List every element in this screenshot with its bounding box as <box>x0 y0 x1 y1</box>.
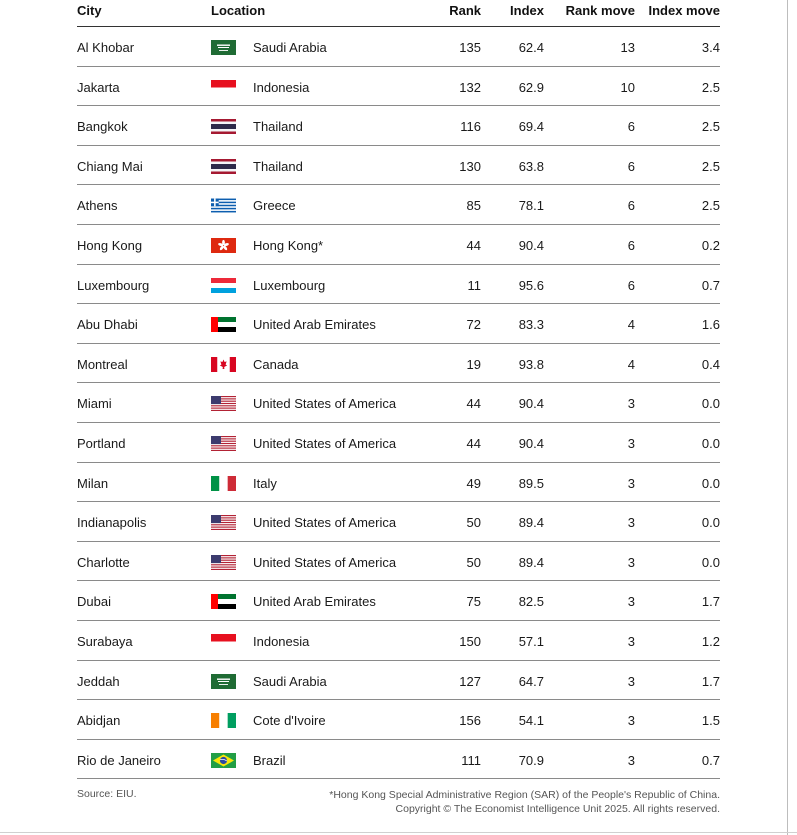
table-row <box>77 383 720 423</box>
index-cell: 54.1 <box>518 713 544 729</box>
header-rank-move: Rank move <box>565 3 635 18</box>
table-row <box>77 27 720 67</box>
location-cell: United Arab Emirates <box>253 594 376 610</box>
city-cell: Dubai <box>77 594 111 610</box>
rank-cell: 44 <box>466 435 481 451</box>
city-cell: Hong Kong <box>77 237 143 253</box>
table-row <box>77 67 720 107</box>
city-cell: Indianapolis <box>77 515 147 531</box>
index-cell: 64.7 <box>518 673 544 689</box>
footnote-hong-kong: *Hong Kong Special Administrative Region (SAR) of the People's Republic of China. <box>329 789 720 801</box>
index-cell: 63.8 <box>518 158 544 174</box>
location-cell: United States of America <box>253 515 397 531</box>
flag-saudi-arabia-icon <box>211 40 236 55</box>
rank-move-cell: 3 <box>627 554 635 570</box>
index-move-cell: 1.2 <box>701 633 720 649</box>
header-index: Index <box>510 3 544 18</box>
location-cell: Cote d'Ivoire <box>253 713 326 729</box>
rank-move-cell: 6 <box>627 158 635 174</box>
index-move-cell: 0.0 <box>701 435 720 451</box>
table-row <box>77 621 720 661</box>
location-cell: United States of America <box>253 396 397 412</box>
rank-move-cell: 6 <box>627 198 635 214</box>
flag-greece-icon <box>211 198 236 213</box>
rank-move-cell: 3 <box>627 475 635 491</box>
index-cell: 95.6 <box>518 277 544 293</box>
source-note: Source: EIU. <box>77 788 137 800</box>
city-cell: Luxembourg <box>77 277 150 293</box>
rank-move-cell: 6 <box>627 237 635 253</box>
table-row <box>77 304 720 344</box>
index-move-cell: 1.6 <box>701 317 720 333</box>
index-cell: 78.1 <box>518 198 544 214</box>
table-row <box>77 423 720 463</box>
right-border <box>787 0 788 835</box>
index-move-cell: 1.5 <box>701 713 720 729</box>
city-cell: Al Khobar <box>77 40 135 55</box>
location-cell: United States of America <box>253 435 397 451</box>
location-cell: United Arab Emirates <box>253 317 376 333</box>
rank-move-cell: 3 <box>627 633 635 649</box>
flag-brazil-icon <box>211 753 236 768</box>
rank-cell: 132 <box>459 79 481 95</box>
index-move-cell: 0.0 <box>701 554 720 570</box>
city-cell: Charlotte <box>77 554 130 570</box>
city-cell: Rio de Janeiro <box>77 752 161 768</box>
flag-saudi-arabia-icon <box>211 674 236 689</box>
rank-cell: 156 <box>459 713 481 729</box>
location-cell: United States of America <box>253 554 397 570</box>
flag-cote-divoire-icon <box>211 713 236 728</box>
location-cell: Canada <box>253 356 299 372</box>
city-cell: Jakarta <box>77 79 120 95</box>
rank-move-cell: 3 <box>627 594 635 610</box>
rank-move-cell: 3 <box>627 713 635 729</box>
location-cell: Luxembourg <box>253 277 326 293</box>
table-row <box>77 542 720 582</box>
flag-usa-icon <box>211 515 236 530</box>
index-cell: 69.4 <box>518 119 544 135</box>
city-cell: Miami <box>77 396 112 412</box>
city-ranking-table <box>77 0 720 779</box>
index-move-cell: 0.0 <box>701 396 720 412</box>
rank-cell: 111 <box>461 752 481 768</box>
flag-canada-icon <box>211 357 236 372</box>
rank-cell: 127 <box>459 673 481 689</box>
city-cell: Jeddah <box>77 673 120 689</box>
rank-cell: 116 <box>460 119 481 135</box>
table-row <box>77 344 720 384</box>
table-row <box>77 661 720 701</box>
index-cell: 70.9 <box>518 752 544 768</box>
rank-cell: 19 <box>466 356 481 372</box>
index-move-cell: 1.7 <box>701 673 720 689</box>
rank-cell: 44 <box>466 237 481 253</box>
rank-move-cell: 3 <box>627 673 635 689</box>
bottom-border <box>0 832 797 833</box>
table-row <box>77 106 720 146</box>
table-row <box>77 265 720 305</box>
city-cell: Chiang Mai <box>77 158 143 174</box>
flag-uae-icon <box>211 594 236 609</box>
flag-italy-icon <box>211 476 236 491</box>
flag-usa-icon <box>211 436 236 451</box>
location-cell: Thailand <box>253 158 303 174</box>
index-cell: 90.4 <box>518 237 544 253</box>
index-move-cell: 0.2 <box>701 237 720 253</box>
location-cell: Saudi Arabia <box>253 673 327 689</box>
rank-cell: 135 <box>459 40 481 55</box>
flag-thailand-icon <box>211 159 236 174</box>
flag-usa-icon <box>211 396 236 411</box>
rank-move-cell: 10 <box>620 79 635 95</box>
index-cell: 57.1 <box>518 633 544 649</box>
table-row <box>77 502 720 542</box>
location-cell: Thailand <box>253 119 303 135</box>
index-move-cell: 2.5 <box>701 79 720 95</box>
header-location: Location <box>211 3 266 18</box>
index-cell: 62.9 <box>518 79 544 95</box>
header-city: City <box>77 3 102 18</box>
rank-cell: 150 <box>459 633 481 649</box>
table-row <box>77 463 720 503</box>
city-cell: Surabaya <box>77 633 133 649</box>
index-move-cell: 2.5 <box>701 198 720 214</box>
rank-cell: 49 <box>466 475 481 491</box>
flag-uae-icon <box>211 317 236 332</box>
index-move-cell: 2.5 <box>701 119 720 135</box>
rank-move-cell: 4 <box>627 317 635 333</box>
table-header <box>77 0 720 27</box>
index-cell: 82.5 <box>518 594 544 610</box>
table-body <box>77 27 720 779</box>
footnotes <box>329 788 720 816</box>
rank-move-cell: 13 <box>620 40 635 55</box>
location-cell: Saudi Arabia <box>253 40 327 55</box>
rank-cell: 75 <box>466 594 481 610</box>
location-cell: Hong Kong* <box>253 237 324 253</box>
index-cell: 89.5 <box>518 475 544 491</box>
flag-indonesia-icon <box>211 80 236 95</box>
index-move-cell: 0.7 <box>701 752 720 768</box>
location-cell: Indonesia <box>253 633 310 649</box>
city-cell: Abidjan <box>77 713 121 729</box>
table-row <box>77 740 720 780</box>
rank-cell: 50 <box>466 554 481 570</box>
index-cell: 90.4 <box>518 435 544 451</box>
city-cell: Milan <box>77 475 109 491</box>
rank-move-cell: 3 <box>627 435 635 451</box>
flag-luxembourg-icon <box>211 278 236 293</box>
location-cell: Italy <box>253 475 277 491</box>
city-cell: Portland <box>77 435 126 451</box>
city-cell: Abu Dhabi <box>77 317 138 333</box>
rank-move-cell: 3 <box>627 515 635 531</box>
index-cell: 62.4 <box>518 40 544 55</box>
flag-thailand-icon <box>211 119 236 134</box>
header-rank: Rank <box>449 3 481 18</box>
rank-move-cell: 6 <box>627 119 635 135</box>
table-row <box>77 146 720 186</box>
rank-move-cell: 4 <box>627 356 635 372</box>
index-move-cell: 0.0 <box>701 475 720 491</box>
index-move-cell: 3.4 <box>701 40 720 55</box>
index-move-cell: 0.7 <box>701 277 720 293</box>
index-move-cell: 0.0 <box>701 515 720 531</box>
location-cell: Greece <box>253 198 296 214</box>
copyright-note: Copyright © The Economist Intelligence Unit 2025. All rights reserved. <box>395 803 720 815</box>
rank-cell: 11 <box>467 277 481 293</box>
rank-cell: 72 <box>466 317 481 333</box>
header-index-move: Index move <box>648 3 720 18</box>
index-cell: 93.8 <box>518 356 544 372</box>
index-cell: 89.4 <box>518 554 544 570</box>
rank-cell: 44 <box>466 396 481 412</box>
city-cell: Athens <box>77 198 118 214</box>
location-cell: Indonesia <box>253 79 310 95</box>
index-cell: 90.4 <box>518 396 544 412</box>
table-row <box>77 185 720 225</box>
rank-move-cell: 3 <box>627 752 635 768</box>
index-move-cell: 2.5 <box>701 158 720 174</box>
rank-cell: 130 <box>459 158 481 174</box>
table-row <box>77 225 720 265</box>
flag-usa-icon <box>211 555 236 570</box>
index-cell: 89.4 <box>518 515 544 531</box>
flag-indonesia-icon <box>211 634 236 649</box>
rank-cell: 50 <box>466 515 481 531</box>
table-row <box>77 581 720 621</box>
index-cell: 83.3 <box>518 317 544 333</box>
table-row <box>77 700 720 740</box>
flag-hong-kong-icon <box>211 238 236 253</box>
city-cell: Montreal <box>77 356 128 372</box>
index-move-cell: 1.7 <box>701 594 720 610</box>
index-move-cell: 0.4 <box>701 356 720 372</box>
location-cell: Brazil <box>253 752 286 768</box>
city-cell: Bangkok <box>77 119 128 135</box>
rank-cell: 85 <box>466 198 481 214</box>
rank-move-cell: 3 <box>627 396 635 412</box>
rank-move-cell: 6 <box>627 277 635 293</box>
